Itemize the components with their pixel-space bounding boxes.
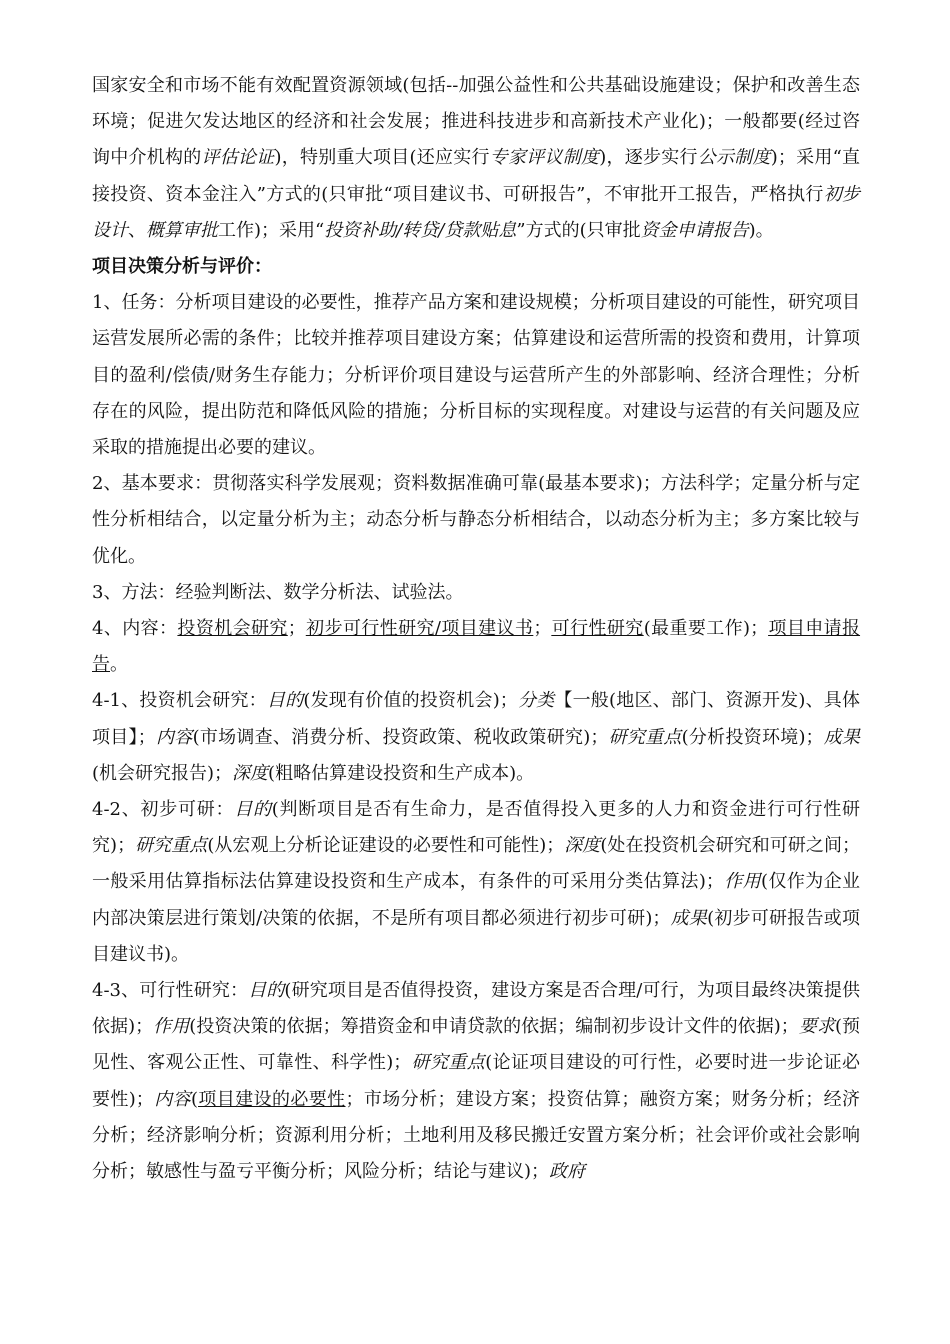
italic-term: 深度 (564, 835, 601, 857)
italic-term: 目的 (266, 690, 304, 712)
text-run: 4-3、可行性研究： (92, 980, 249, 1002)
text-run: )，逐步实行 (599, 147, 698, 169)
text-run: (研究项目是否值得投资，建设方案是否合理/可行，为项目最终决策提供依据)； (92, 980, 860, 1038)
underlined-term: 可行性研究 (551, 618, 644, 640)
document-page (92, 68, 860, 1190)
italic-term: 深度 (232, 762, 269, 784)
text-run: (粗略估算建设投资和生产成本)。 (268, 762, 535, 784)
paragraph-p43 (92, 973, 860, 1190)
text-run: 4-1、投资机会研究： (92, 690, 267, 712)
text-run: 项目决策分析与评价： (92, 256, 272, 278)
italic-term: 政府 (549, 1161, 586, 1183)
italic-term: 分类 (517, 690, 555, 712)
italic-term: 要求 (798, 1016, 835, 1038)
text-run: 、 (128, 219, 146, 241)
italic-term: 成果 (670, 907, 708, 929)
text-run: 工作)；采用“ (218, 219, 325, 241)
paragraph-p4 (92, 611, 860, 683)
italic-term: 内容 (155, 726, 193, 748)
text-run: (发现有价值的投资机会)； (303, 690, 518, 712)
underlined-term: 初步可行性研究/项目建议书 (305, 618, 534, 640)
text-run: (从宏观上分析论证建设的必要性和可能性)； (207, 835, 565, 857)
text-run: )，特别重大项目(还应实行 (274, 147, 490, 169)
italic-term: 评估论证 (201, 147, 275, 169)
text-run: 2、基本要求：贯彻落实科学发展观；资料数据准确可靠(最基本要求)；方法科学；定量分析与定性分析相结合，以定量分析为主；动态分析与静态分析相结合，以动态分析为主；多方案比较与优化。 (92, 473, 860, 567)
text-run: ( (190, 1088, 199, 1110)
italic-term: 作用 (153, 1016, 190, 1038)
italic-term: 资金申请报告 (640, 219, 749, 241)
text-run: ； (287, 618, 306, 640)
text-run: (初步可研报告或项目建议书)。 (92, 907, 860, 965)
italic-term: 目的 (234, 799, 272, 821)
text-run: )；采用“直接投资、资本金注入”方式的(只审批“项目建议书、可研报告”，不审批开工报告，严格执行 (92, 147, 861, 205)
italic-term: 初步设计 (92, 183, 861, 241)
paragraph-p42 (92, 792, 860, 973)
text-run: )。 (748, 219, 774, 241)
italic-term: 作用 (723, 871, 762, 893)
italic-term: 内容 (153, 1088, 191, 1110)
paragraph-p1 (92, 285, 860, 466)
italic-term: 研究重点 (608, 726, 682, 748)
italic-term: 投资补助/转贷/贷款贴息 (324, 219, 517, 241)
paragraph-intro (92, 68, 860, 249)
text-run: ； (533, 618, 552, 640)
text-run: 【一般(地区、部门、资源开发)、具体项目】； (92, 690, 861, 748)
paragraph-p41 (92, 683, 860, 792)
italic-term: 概算审批 (146, 219, 218, 241)
underlined-term: 项目建设的必要性 (198, 1088, 346, 1110)
underlined-term: 项目申请报告 (92, 618, 861, 676)
italic-term: 专家评议制度 (489, 147, 600, 169)
text-run: 4-2、初步可研： (92, 799, 235, 821)
text-run: ；市场分析；建设方案；投资估算；融资方案；财务分析；经济分析；经济影响分析；资源利用分析；土地利用及移民搬迁安置方案分析；社会评价或社会影响分析；敏感性与盈亏平衡分析；风险分析；结论与建议)； (92, 1088, 861, 1183)
text-run: ”方式的(只审批 (516, 219, 641, 241)
text-run: (分析投资环境)； (681, 726, 824, 748)
italic-term: 成果 (823, 726, 861, 748)
text-run: (最重要工作)； (643, 618, 769, 640)
section-heading (92, 249, 860, 285)
text-run: (处在投资机会研究和可研之间；一般采用估算指标法估算建设投资和生产成本，有条件的可采用分类估算法)； (92, 835, 861, 893)
text-run: (投资决策的依据；筹措资金和申请贷款的依据；编制初步设计文件的依据)； (189, 1016, 799, 1038)
text-run: 。 (110, 654, 128, 676)
text-run: (机会研究报告)； (92, 762, 233, 784)
italic-term: 目的 (248, 980, 285, 1002)
italic-term: 研究重点 (135, 835, 208, 857)
text-run: 1、任务：分析项目建设的必要性，推荐产品方案和建设规模；分析项目建设的可能性，研究项目运营发展所必需的条件；比较并推荐项目建设方案；估算建设和运营所需的投资和费用，计算项目的盈利/偿债/财务生存能力；分析评价项目建设与运营所产生的外部影响、经济合理性；分析存在的风险，提出防范和降低风险的措施；分析目标的实现程度。对建设与运营的有关问题及应采取的措施提出必要的建议。 (92, 292, 860, 459)
text-run: (论证项目建设的可行性，必要时进一步论证必要性)； (92, 1052, 860, 1110)
italic-term: 研究重点 (411, 1052, 486, 1074)
text-run: (仅作为企业内部决策层进行策划/决策的依据，不是所有项目都必须进行初步可研)； (92, 871, 860, 929)
text-run: 4、内容： (92, 618, 178, 640)
paragraph-p3 (92, 575, 860, 611)
text-run: (市场调查、消费分析、投资政策、税收政策研究)； (192, 726, 609, 748)
text-run: 国家安全和市场不能有效配置资源领域(包括--加强公益性和公共基础设施建设；保护和改善生态环境；促进欠发达地区的经济和社会发展；推进科技进步和高新技术产业化)；一般都要(经过咨询中介机构的 (92, 75, 860, 169)
text-run: (判断项目是否有生命力，是否值得投入更多的人力和资金进行可行性研究)； (92, 799, 860, 857)
text-run: 3、方法：经验判断法、数学分析法、试验法。 (92, 581, 464, 603)
underlined-term: 投资机会研究 (177, 618, 288, 640)
paragraph-p2 (92, 466, 860, 575)
text-run: (预见性、客观公正性、可靠性、科学性)； (92, 1016, 861, 1074)
italic-term: 公示制度 (697, 147, 771, 169)
